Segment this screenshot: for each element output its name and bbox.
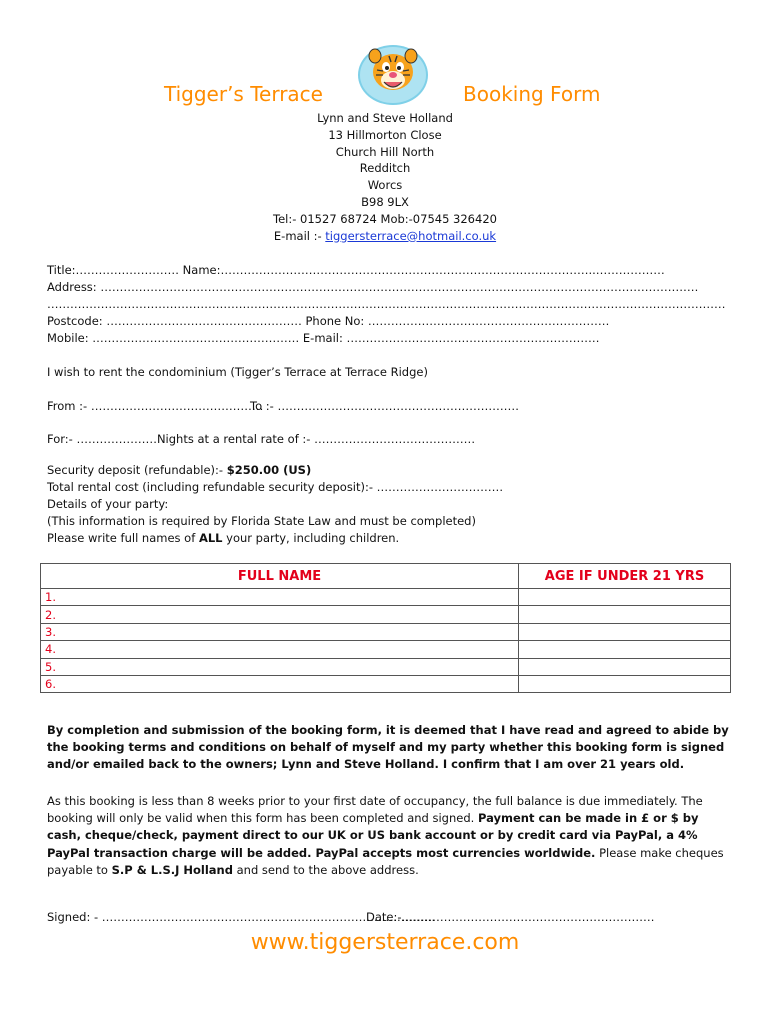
phone-line: Tel:- 01527 68724 Mob:-07545 326420 [273,211,497,226]
payment-paragraph [47,793,731,879]
date-field[interactable]: Date:-………………………………………………………… [366,910,655,924]
party-table [40,563,731,693]
address-line: B98 9LX [361,194,409,209]
title-name-field[interactable]: Title:……………………… Name:……………………………………………………………………………………..……………… [47,263,665,277]
table-header-row [41,564,731,589]
age-cell[interactable] [519,623,731,640]
florida-law-note: (This information is required by Florida State Law and must be completed) [47,514,476,528]
age-cell[interactable] [519,589,731,606]
table-row [41,589,731,606]
email-line [0,228,770,245]
row-number[interactable]: 6. [41,675,519,692]
row-number[interactable]: 1. [41,589,519,606]
age-cell[interactable] [519,675,731,692]
address-line: 13 Hillmorton Close [328,127,442,142]
address-line: Worcs [367,178,403,193]
instruction-emphasis: ALL [198,531,223,545]
cheque-instructions-end: and send to the above address. [232,862,419,877]
address-line: Church Hill North [335,144,435,159]
col-age: AGE IF UNDER 21 YRS [519,564,731,589]
address-line: Lynn and Steve Holland [317,111,453,125]
table-row [41,658,731,675]
deposit-label: Security deposit (refundable):- [47,463,227,477]
party-details-heading: Details of your party: [47,497,169,511]
address-line: Redditch [359,161,411,176]
total-cost-field[interactable]: Total rental cost (including refundable security deposit):- …………………………… [47,480,504,494]
security-deposit [47,462,311,479]
table-row [41,641,731,658]
tigger-face-icon [356,42,430,106]
age-cell[interactable] [519,658,731,675]
title-right: Booking Form [463,82,601,106]
address-field-1[interactable]: Address: ………………………………………………………………………………………………………………………………………… [47,280,699,294]
age-cell[interactable] [519,641,731,658]
full-names-instruction [47,530,399,547]
deposit-amount: $250.00 (US) [226,463,312,477]
payment-methods: Payment can be made in £ or $ by cash, cheque/check, payment direct to our UK or US bank account or by credit card via PayPal, a 4% PayPal transaction charge will be added. PayPal accepts most currencies worldwide. [47,811,699,860]
rent-statement: I wish to rent the condominium (Tigger’s Terrace at Terrace Ridge) [47,365,428,379]
postcode-phone-field[interactable]: Postcode: …………………………………………… Phone No: ……………………………………………………… [47,314,610,328]
mobile-email-field[interactable]: Mobile: ……………………………………………… E-mail: ………………………………………………………… [47,331,600,345]
agreement-paragraph: By completion and submission of the booking form, it is deemed that I have read and agreed to abide by the booking terms and conditions on behalf of myself and my party whether this booking form is signed and/or emailed back to the owners; Lynn and Steve Holland. I confirm that I am over 21 years old. [47,723,729,772]
table-row [41,623,731,640]
age-cell[interactable] [519,606,731,623]
row-number[interactable]: 5. [41,658,519,675]
email-prefix: E-mail :- [273,228,326,243]
from-date-field[interactable]: From :- ……………………………………… [47,399,264,413]
owner-address [0,110,770,244]
nights-rate-field[interactable]: For:- …………………Nights at a rental rate of :- …………………………………… [47,432,476,446]
instruction-text: your party, including children. [222,531,400,545]
instruction-text: Please write full names of [47,531,199,545]
cheque-payee: S.P & L.S.J Holland [111,862,233,877]
email-link[interactable]: tiggersterrace@hotmail.co.uk [325,228,497,243]
col-full-name: FULL NAME [41,564,519,589]
signature-field[interactable]: Signed: - …………………………………………………………………………… [47,910,436,924]
row-number[interactable]: 3. [41,623,519,640]
website-link[interactable]: www.tiggersterrace.com [250,930,520,955]
payment-intro: As this booking is less than 8 weeks prior to your first date of occupancy, the full balance is due immediately. The booking will only be valid when this form has been completed and signed. [47,794,703,826]
cheque-instructions: Please make cheques payable to [47,845,724,877]
table-row [41,606,731,623]
table-row [41,675,731,692]
row-number[interactable]: 2. [41,606,519,623]
to-date-field[interactable]: To :- ……………………………………………………… [250,399,519,413]
row-number[interactable]: 4. [41,641,519,658]
title-left: Tigger’s Terrace [164,82,323,106]
address-field-2[interactable]: …………………………………………………………………………………………………………………………………………………………… [47,297,726,311]
